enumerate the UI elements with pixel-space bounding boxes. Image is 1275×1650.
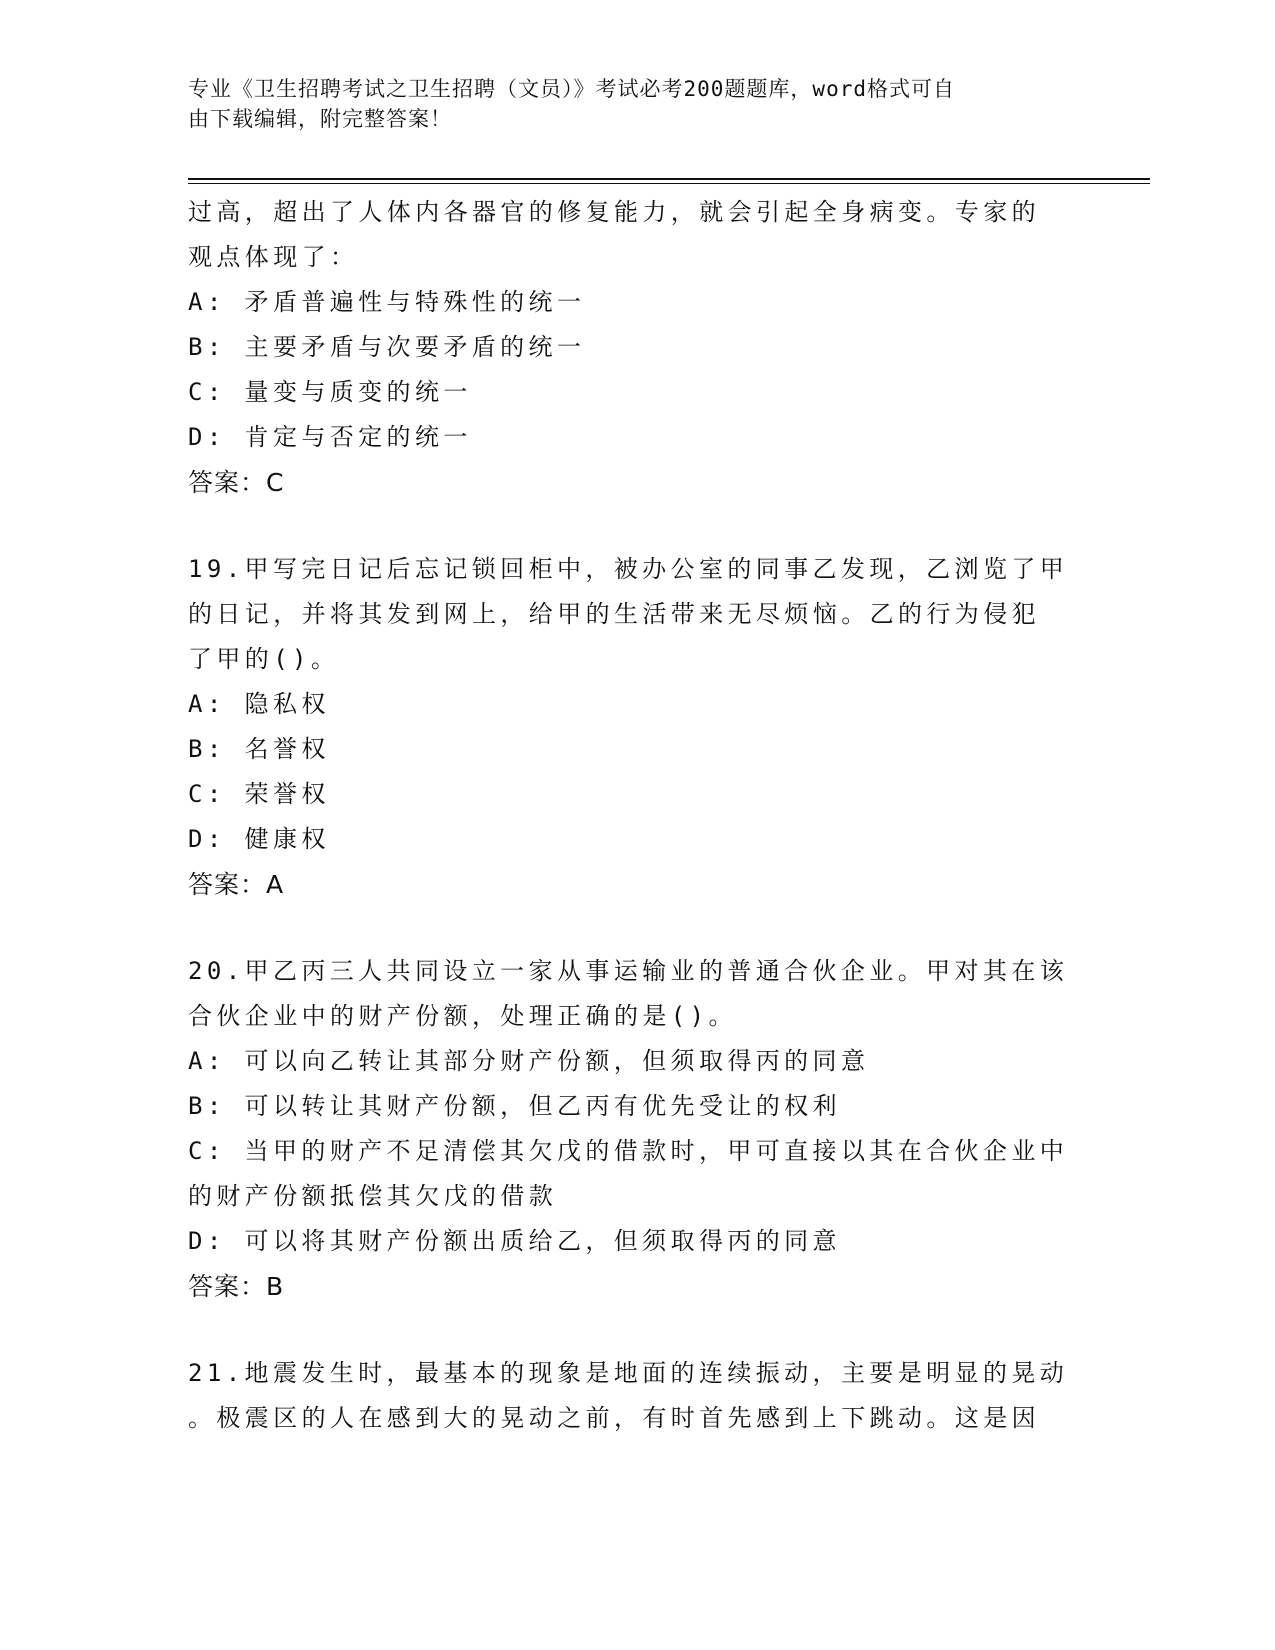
answer-line: 答案：C <box>188 468 285 497</box>
question-18-continued <box>188 190 1088 505</box>
header-line-1: 专业《卫生招聘考试之卫生招聘（文员）》考试必考200题题库，word格式可自 <box>188 77 955 101</box>
answer-line: 答案：B <box>188 1272 285 1301</box>
question-19 <box>188 547 1088 907</box>
question-text-line: 。极震区的人在感到大的晃动之前，有时首先感到上下跳动。这是因 <box>188 1404 1040 1432</box>
option-a: A: 矛盾普遍性与特殊性的统一 <box>188 288 586 316</box>
option-a: A: 可以向乙转让其部分财产份额，但须取得丙的同意 <box>188 1047 870 1075</box>
option-c: C: 当甲的财产不足清偿其欠戊的借款时，甲可直接以其在合伙企业中 <box>188 1137 1069 1165</box>
question-text-line: 合伙企业中的财产份额，处理正确的是()。 <box>188 1002 737 1030</box>
option-d: D: 可以将其财产份额出质给乙，但须取得丙的同意 <box>188 1227 841 1255</box>
option-c: C: 荣誉权 <box>188 780 330 808</box>
option-b: B: 可以转让其财产份额，但乙丙有优先受让的权利 <box>188 1092 841 1120</box>
header-divider-thin <box>188 183 1150 184</box>
document-header <box>188 74 1068 134</box>
question-21 <box>188 1351 1088 1441</box>
question-text-line: 20.甲乙丙三人共同设立一家从事运输业的普通合伙企业。甲对其在该 <box>188 957 1069 985</box>
question-text-line: 过高，超出了人体内各器官的修复能力，就会引起全身病变。专家的 <box>188 198 1040 226</box>
question-text-line: 观点体现了： <box>188 243 359 271</box>
question-20 <box>188 949 1088 1309</box>
spacer <box>188 907 1088 949</box>
question-text-line: 的日记，并将其发到网上，给甲的生活带来无尽烦恼。乙的行为侵犯 <box>188 600 1040 628</box>
document-body <box>188 190 1088 1441</box>
option-b: B: 主要矛盾与次要矛盾的统一 <box>188 333 586 361</box>
answer-line: 答案：A <box>188 870 285 899</box>
option-c-continued: 的财产份额抵偿其欠戊的借款 <box>188 1182 558 1210</box>
spacer <box>188 1309 1088 1351</box>
option-d: D: 健康权 <box>188 825 330 853</box>
option-c: C: 量变与质变的统一 <box>188 378 472 406</box>
spacer <box>188 505 1088 547</box>
question-text-line: 了甲的()。 <box>188 645 340 673</box>
question-text-line: 19.甲写完日记后忘记锁回柜中，被办公室的同事乙发现，乙浏览了甲 <box>188 555 1069 583</box>
question-text-line: 21.地震发生时，最基本的现象是地面的连续振动，主要是明显的晃动 <box>188 1359 1069 1387</box>
header-line-2: 由下载编辑，附完整答案！ <box>188 107 452 131</box>
option-d: D: 肯定与否定的统一 <box>188 423 472 451</box>
option-b: B: 名誉权 <box>188 735 330 763</box>
header-divider-thick <box>188 178 1150 180</box>
option-a: A: 隐私权 <box>188 690 330 718</box>
